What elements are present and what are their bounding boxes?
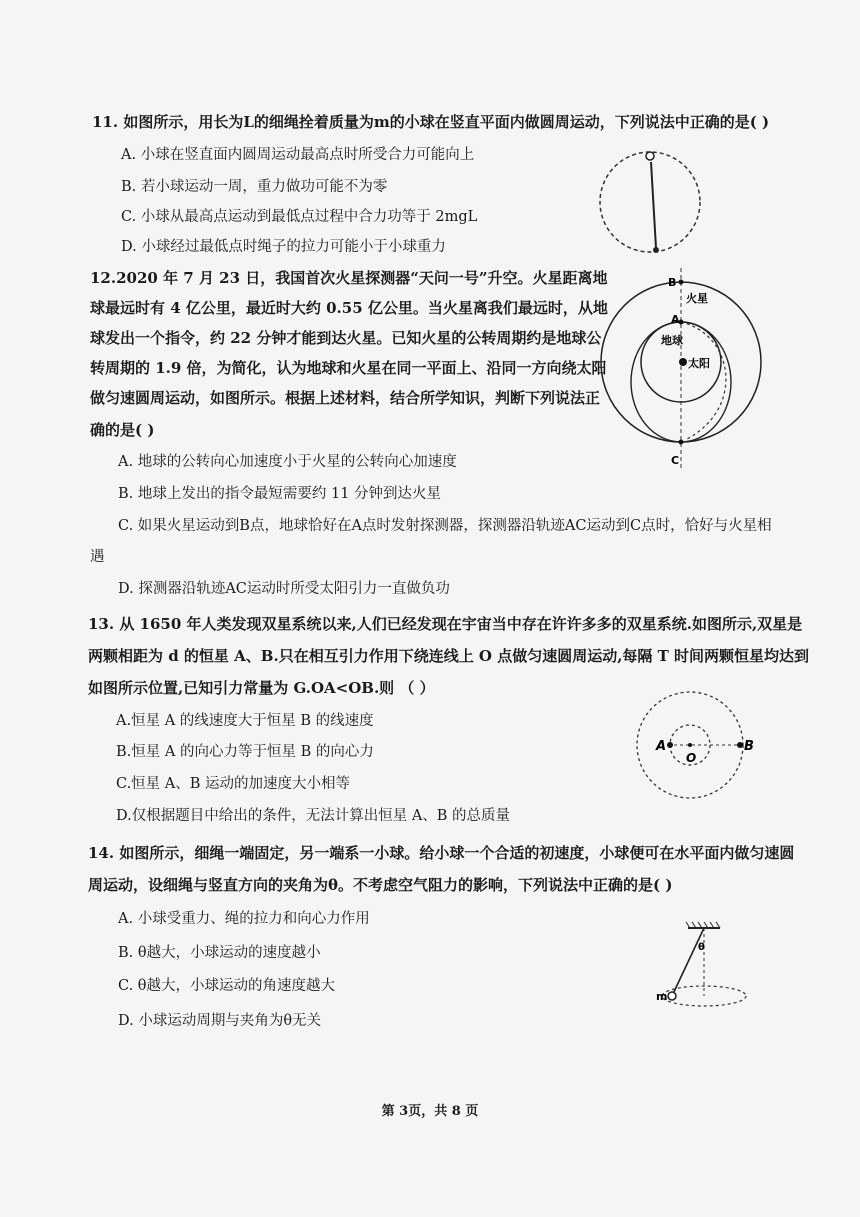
q11-option-d: D. 小球经过最低点时绳子的拉力可能小于小球重力 [121,239,446,255]
page-footer: 第 3页，共 8 页 [381,1104,479,1119]
q11-circle-path [600,152,700,252]
q13-option-c: C.恒星 A、B 运动的加速度大小相等 [116,776,351,792]
q14-option-b: B. θ越大，小球运动的速度越小 [118,945,321,961]
q12-stem-line-6: 确的是( ) [90,421,155,439]
q12-label-sun: 太阳 [688,357,710,370]
q12-stem-line-4: 转周期的 1.9 倍，为简化，认为地球和火星在同一平面上、沿同一方向绕太阳 [90,359,607,377]
q14-conical-pendulum-figure [650,918,770,1018]
q12-orbit-figure [595,250,775,470]
q12-label-a: A [671,313,680,326]
q13-label-o: O [686,751,697,765]
q11-option-b: B. 若小球运动一周，重力做功可能不为零 [121,179,388,195]
q14-option-d: D. 小球运动周期与夹角为θ无关 [118,1013,322,1029]
q12-label-c: C [671,454,680,467]
q14-ball [668,992,676,1000]
q11-option-a: A. 小球在竖直面内圆周运动最高点时所受合力可能向上 [121,147,475,163]
q11-string [651,162,656,248]
q13-stem-line-3: 如图所示位置,已知引力常量为 G.OA<OB.则 （ ） [88,679,435,697]
q13-stem-line-1: 13. 从 1650 年人类发现双星系统以来,人们已经发现在宇宙当中存在许许多多的双星系统.如图所示,双星是 [88,615,803,633]
q14-stem-line-2: 周运动，设细绳与竖直方向的夹角为θ。不考虑空气阻力的影响，下列说法中正确的是( ) [88,876,673,894]
q13-option-b: B.恒星 A 的向心力等于恒星 B 的向心力 [116,744,374,760]
q14-option-c: C. θ越大，小球运动的角速度越大 [118,978,336,994]
q13-label-a: A [656,739,667,754]
q12-stem-line-2: 球最远时有 4 亿公里，最近时大约 0.55 亿公里。当火星离我们最远时，从地 [90,299,608,317]
q14-label-m: m [656,990,668,1003]
q13-binary-star-figure [630,690,760,800]
q13-label-b: B [744,739,754,754]
q13-star-a [667,742,673,748]
q14-option-a: A. 小球受重力、绳的拉力和向心力作用 [118,911,370,927]
q13-center-o [688,743,692,747]
q12-option-a: A. 地球的公转向心加速度小于火星的公转向心加速度 [118,454,457,470]
q12-label-b: B [668,276,677,289]
q11-top-ball [646,152,654,160]
q12-option-b: B. 地球上发出的指令最短需要约 11 分钟到达火星 [118,486,442,502]
q13-option-d: D.仅根据题目中给出的条件，无法计算出恒星 A、B 的总质量 [116,808,511,824]
q12-label-mars: 火星 [686,292,708,305]
q11-option-c: C. 小球从最高点运动到最低点过程中合力功等于 2mgL [121,209,478,225]
q11-stem: 11. 如图所示，用长为L的细绳拴着质量为m的小球在竖直平面内做圆周运动，下列说法中正确的是( ) [92,113,770,131]
q13-stem-line-2: 两颗相距为 d 的恒星 A、B.只在相互引力作用下绕连线上 O 点做匀速圆周运动,每隔 T 时间两颗恒星均达到 [88,647,810,665]
q12-option-c: C. 如果火星运动到B点，地球恰好在A点时发射探测器，探测器沿轨迹AC运动到C点时，恰好与火星相 [118,518,772,534]
q12-point-c [679,440,684,445]
q12-stem-line-1: 12.2020 年 7 月 23 日，我国首次火星探测器“天问一号”升空。火星距离地 [90,269,608,287]
q12-probe-path [681,322,726,440]
q12-option-d: D. 探测器沿轨迹AC运动时所受太阳引力一直做负功 [118,581,450,597]
q13-star-b [737,742,743,748]
q12-option-c-cont: 遇 [90,549,105,565]
q12-point-b [679,280,684,285]
q14-stem-line-1: 14. 如图所示，细绳一端固定，另一端系一小球。给小球一个合适的初速度，小球便可在水平面内做匀速圆 [88,844,795,862]
q12-stem-line-3: 球发出一个指令，约 22 分钟才能到达火星。已知火星的公转周期约是地球公 [90,329,602,347]
q12-stem-line-5: 做匀速圆周运动，如图所示。根据上述材料，结合所学知识，判断下列说法正 [90,389,601,407]
q14-string [672,928,704,996]
q14-label-theta: θ [698,942,705,953]
q12-label-earth: 地球 [661,334,683,347]
q12-sun [679,358,687,366]
q13-option-a: A.恒星 A 的线速度大于恒星 B 的线速度 [116,713,374,729]
